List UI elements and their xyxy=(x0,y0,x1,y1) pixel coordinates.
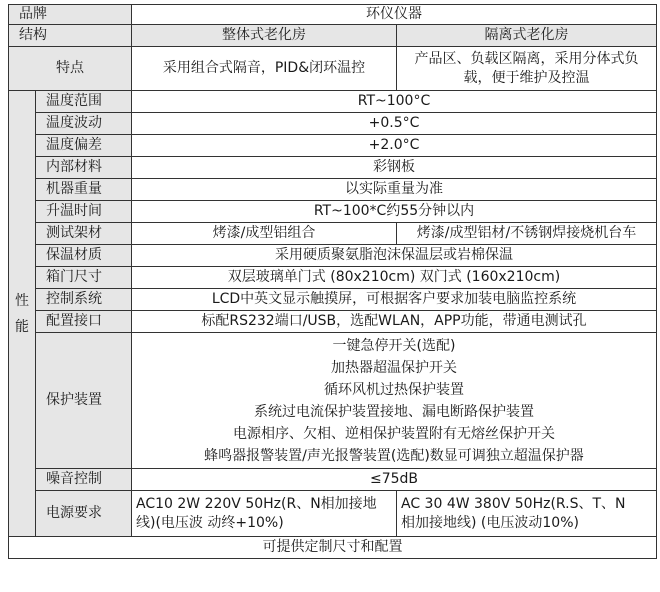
power-separated-line1: AC 30 4W 380V 50Hz(R.S、T、N xyxy=(401,495,626,512)
row-power xyxy=(9,491,657,537)
row-door xyxy=(9,267,657,289)
insulation-label: 保温材质 xyxy=(36,245,132,267)
material-label: 内部材料 xyxy=(36,157,132,179)
power-label: 电源要求 xyxy=(36,491,132,537)
power-separated-line2: 相加接地线) (电压波动10%) xyxy=(401,514,579,531)
temp-dev-label: 温度偏差 xyxy=(36,135,132,157)
protection-items xyxy=(132,333,657,469)
features-separated xyxy=(397,47,657,91)
protection-label: 保护装置 xyxy=(36,333,132,469)
row-brand xyxy=(9,5,657,25)
protection-item: 一键急停开关(选配) xyxy=(332,337,456,354)
control-label: 控制系统 xyxy=(36,289,132,311)
rack-label: 测试架材 xyxy=(36,223,132,245)
row-heating xyxy=(9,201,657,223)
row-temp-range xyxy=(9,91,657,113)
structure-separated: 隔离式老化房 xyxy=(397,25,657,47)
interface-value: 标配RS232端口/USB，选配WLAN，APP功能，带通电测试孔 xyxy=(132,311,657,333)
row-weight xyxy=(9,179,657,201)
protection-item: 加热器超温保护开关 xyxy=(331,359,457,376)
weight-value: 以实际重量为准 xyxy=(132,179,657,201)
interface-label: 配置接口 xyxy=(36,311,132,333)
performance-label-char2: 能 xyxy=(15,318,29,335)
control-value: LCD中英文显示触摸屏，可根据客户要求加装电脑监控系统 xyxy=(132,289,657,311)
row-control xyxy=(9,289,657,311)
row-temp-dev xyxy=(9,135,657,157)
row-material xyxy=(9,157,657,179)
row-noise xyxy=(9,469,657,491)
door-value: 双层玻璃单门式 (80x210cm) 双门式 (160x210cm) xyxy=(132,267,657,289)
performance-label-char1: 性 xyxy=(15,292,29,309)
power-integral-line1: AC10 2W 220V 50Hz(R、N相加接地 xyxy=(136,495,377,512)
protection-item: 循环风机过热保护装置 xyxy=(324,381,464,398)
rack-integral: 烤漆/成型铝组合 xyxy=(132,223,397,245)
structure-label: 结构 xyxy=(9,25,132,47)
insulation-value: 采用硬质聚氨脂泡沫保温层或岩棉保温 xyxy=(132,245,657,267)
row-temp-fluct xyxy=(9,113,657,135)
heating-label: 升温时间 xyxy=(36,201,132,223)
row-footer xyxy=(9,537,657,559)
row-insulation xyxy=(9,245,657,267)
spec-table xyxy=(8,4,657,559)
footer-note: 可提供定制尺寸和配置 xyxy=(9,537,657,559)
row-rack xyxy=(9,223,657,245)
temp-range-label: 温度范围 xyxy=(36,91,132,113)
structure-integral: 整体式老化房 xyxy=(132,25,397,47)
performance-label xyxy=(9,91,36,537)
features-integral: 采用组合式隔音，PID&闭环温控 xyxy=(132,47,397,91)
power-separated xyxy=(397,491,657,537)
features-label: 特点 xyxy=(9,47,132,91)
row-features xyxy=(9,47,657,91)
door-label: 箱门尺寸 xyxy=(36,267,132,289)
row-protection xyxy=(9,333,657,469)
material-value: 彩钢板 xyxy=(132,157,657,179)
rack-separated: 烤漆/成型铝材/不锈钢焊接烧机台车 xyxy=(397,223,657,245)
temp-fluct-value: +0.5°C xyxy=(132,113,657,135)
power-integral-line2: 线)(电压波 动终+10%) xyxy=(136,514,284,531)
power-integral xyxy=(132,491,397,537)
features-separated-line2: 载，便于维护及控温 xyxy=(463,69,590,86)
weight-label: 机器重量 xyxy=(36,179,132,201)
temp-fluct-label: 温度波动 xyxy=(36,113,132,135)
features-separated-line1: 产品区、负载区隔离，采用分体式负 xyxy=(414,50,639,67)
noise-value: ≤75dB xyxy=(132,469,657,491)
temp-dev-value: +2.0°C xyxy=(132,135,657,157)
temp-range-value: RT~100°C xyxy=(132,91,657,113)
brand-value: 环仪仪器 xyxy=(132,5,657,25)
protection-item: 系统过电流保护装置接地、漏电断路保护装置 xyxy=(254,403,534,420)
row-structure xyxy=(9,25,657,47)
brand-label: 品牌 xyxy=(9,5,132,25)
row-interface xyxy=(9,311,657,333)
protection-item: 电源相序、欠相、逆相保护装置附有无熔丝保护开关 xyxy=(233,425,555,442)
protection-item: 蜂鸣器报警装置/声光报警装置(选配)数显可调独立超温保护器 xyxy=(204,447,584,464)
noise-label: 噪音控制 xyxy=(36,469,132,491)
heating-value: RT~100*C约55分钟以内 xyxy=(132,201,657,223)
